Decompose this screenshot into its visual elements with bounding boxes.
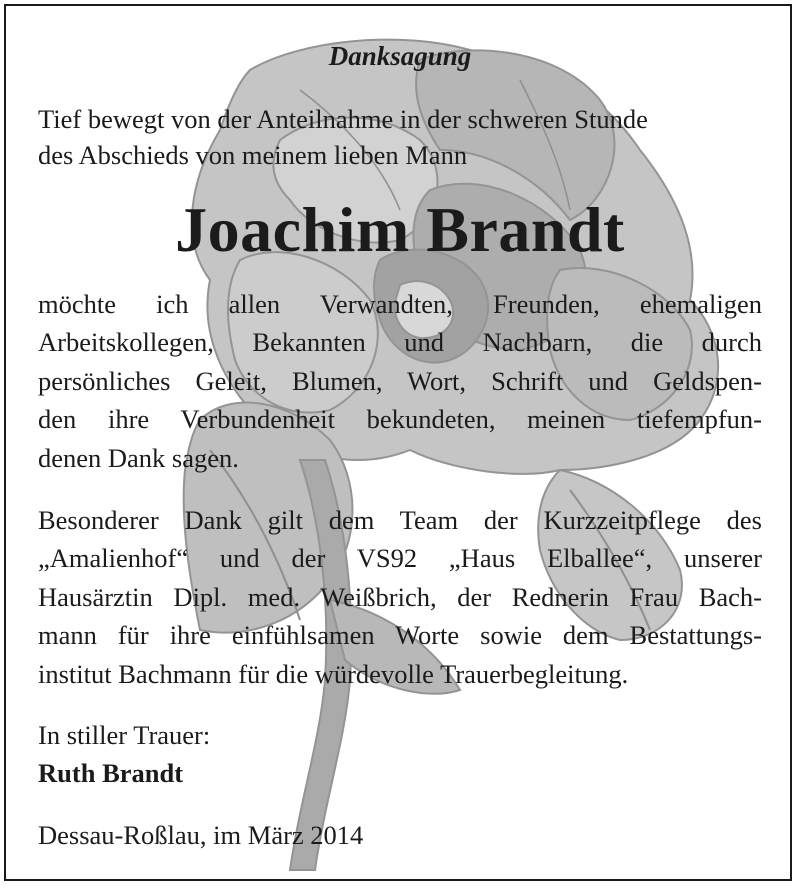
paragraph1-line: möchte ich allen Verwandten, Freunden, ehemaligen: [38, 289, 762, 319]
intro-line: des Abschieds von meinem lieben Mann: [38, 140, 468, 170]
paragraph1-line: persönliches Geleit, Blumen, Wort, Schrift und Geldspen-: [38, 366, 762, 396]
paragraph2-line: „Amalienhof“ und der VS92 „Haus Elballee“, unserer: [38, 543, 762, 573]
deceased-name: Joachim Brandt: [175, 194, 625, 265]
paragraph1-line: Arbeitskollegen, Bekannten und Nachbarn, die durch: [38, 327, 762, 357]
place-date: Dessau-Roßlau, im März 2014: [38, 820, 364, 850]
paragraph1-line: den ihre Verbundenheit bekundeten, meinen tiefempfun-: [38, 404, 762, 434]
mourning-label: In stiller Trauer:: [38, 720, 211, 750]
intro-line: Tief bewegt von der Anteilnahme in der schweren Stunde: [38, 104, 648, 134]
paragraph2-line: mann für ihre einfühlsamen Worte sowie dem Bestattungs-: [38, 620, 762, 650]
notice-heading: Danksagung: [328, 41, 472, 71]
paragraph2-line: Hausärztin Dipl. med. Weißbrich, der Rednerin Frau Bach-: [38, 582, 762, 612]
paragraph2-line: institut Bachmann für die würdevolle Trauerbegleitung.: [38, 659, 629, 689]
mourner-name: Ruth Brandt: [38, 758, 184, 788]
paragraph2-line: Besonderer Dank gilt dem Team der Kurzzeitpflege des: [38, 505, 762, 535]
paragraph1-line: denen Dank sagen.: [38, 443, 239, 473]
